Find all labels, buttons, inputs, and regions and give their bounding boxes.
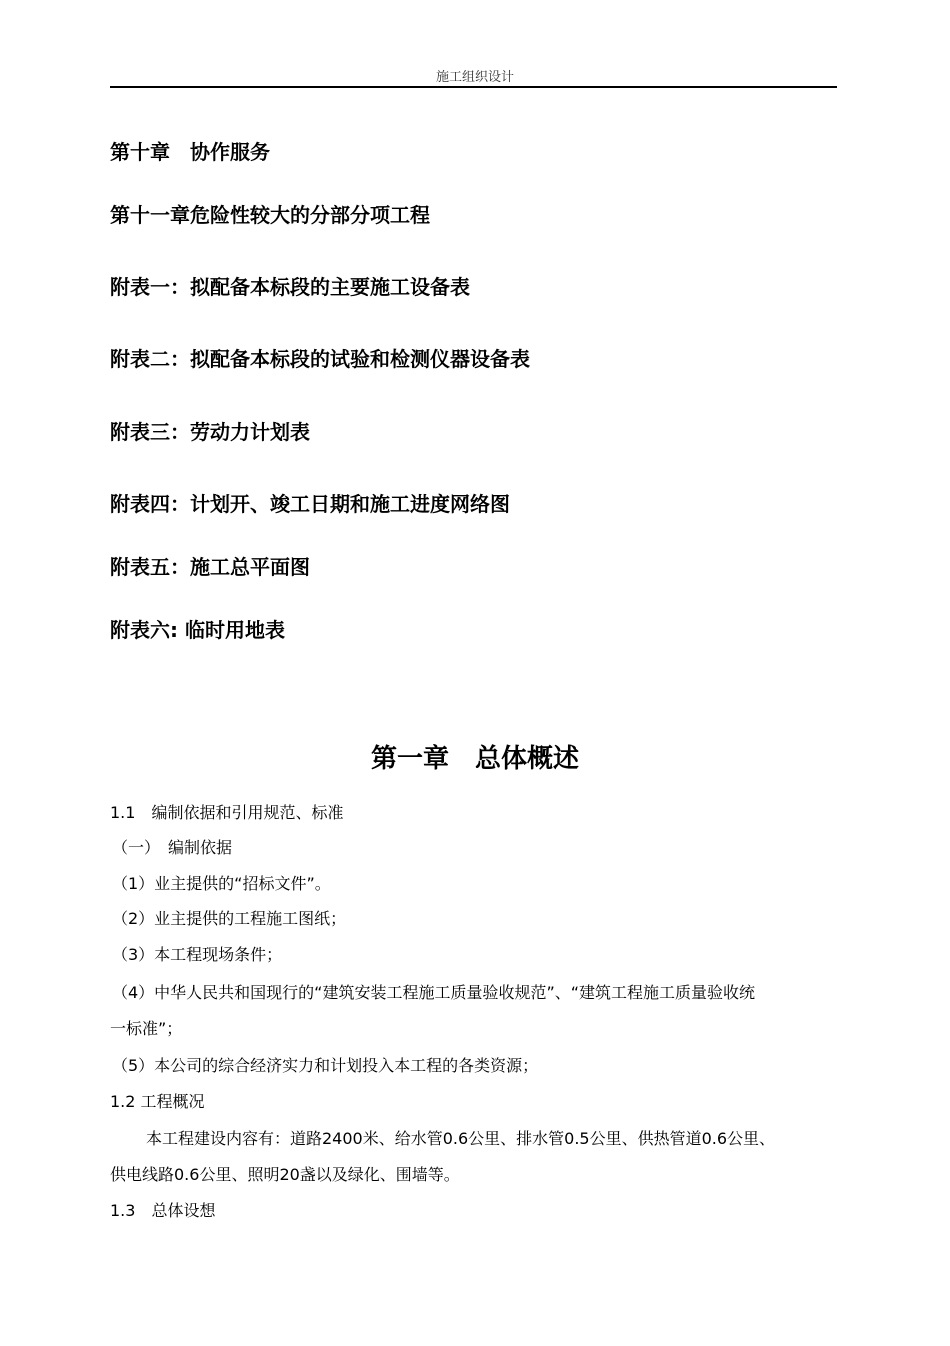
header-rule [110,86,837,88]
list-item: （3）本工程现场条件； [112,945,283,964]
toc-item-appendix-2: 附表二：拟配备本标段的试验和检测仪器设备表 [110,347,530,371]
toc-item-appendix-4: 附表四：计划开、竣工日期和施工进度网络图 [110,492,510,516]
section-heading-1-2: 1.2 工程概况 [110,1092,205,1111]
list-item: （4）中华人民共和国现行的“建筑安装工程施工质量验收规范”、“建筑工程施工质量验收统 [112,983,756,1002]
subsection-heading: （一） 编制依据 [112,838,233,857]
chapter-title: 第一章 总体概述 [370,744,579,774]
toc-item-chapter-11: 第十一章危险性较大的分部分项工程 [110,203,430,227]
paragraph-line: 本工程建设内容有：道路2400米、给水管0.6公里、排水管0.5公里、供热管道0.6公里、 [146,1129,776,1148]
header-title: 施工组织设计 [435,70,514,85]
list-item: （1）业主提供的“招标文件”。 [112,874,331,893]
list-item-continuation: 一标准”； [110,1019,183,1038]
paragraph-line: 供电线路0.6公里、照明20盏以及绿化、围墙等。 [110,1165,460,1184]
section-heading-1-1: 1.1 编制依据和引用规范、标准 [110,803,344,822]
toc-item-chapter-10: 第十章 协作服务 [110,140,270,164]
toc-item-appendix-5: 附表五：施工总平面图 [110,555,310,579]
toc-item-appendix-3: 附表三：劳动力计划表 [110,420,310,444]
section-heading-1-3: 1.3 总体设想 [110,1201,216,1220]
list-item: （2）业主提供的工程施工图纸； [112,909,347,928]
list-item: （5）本公司的综合经济实力和计划投入本工程的各类资源； [112,1056,539,1075]
toc-item-appendix-1: 附表一：拟配备本标段的主要施工设备表 [110,275,470,299]
toc-item-appendix-6: 附表六: 临时用地表 [110,618,285,642]
